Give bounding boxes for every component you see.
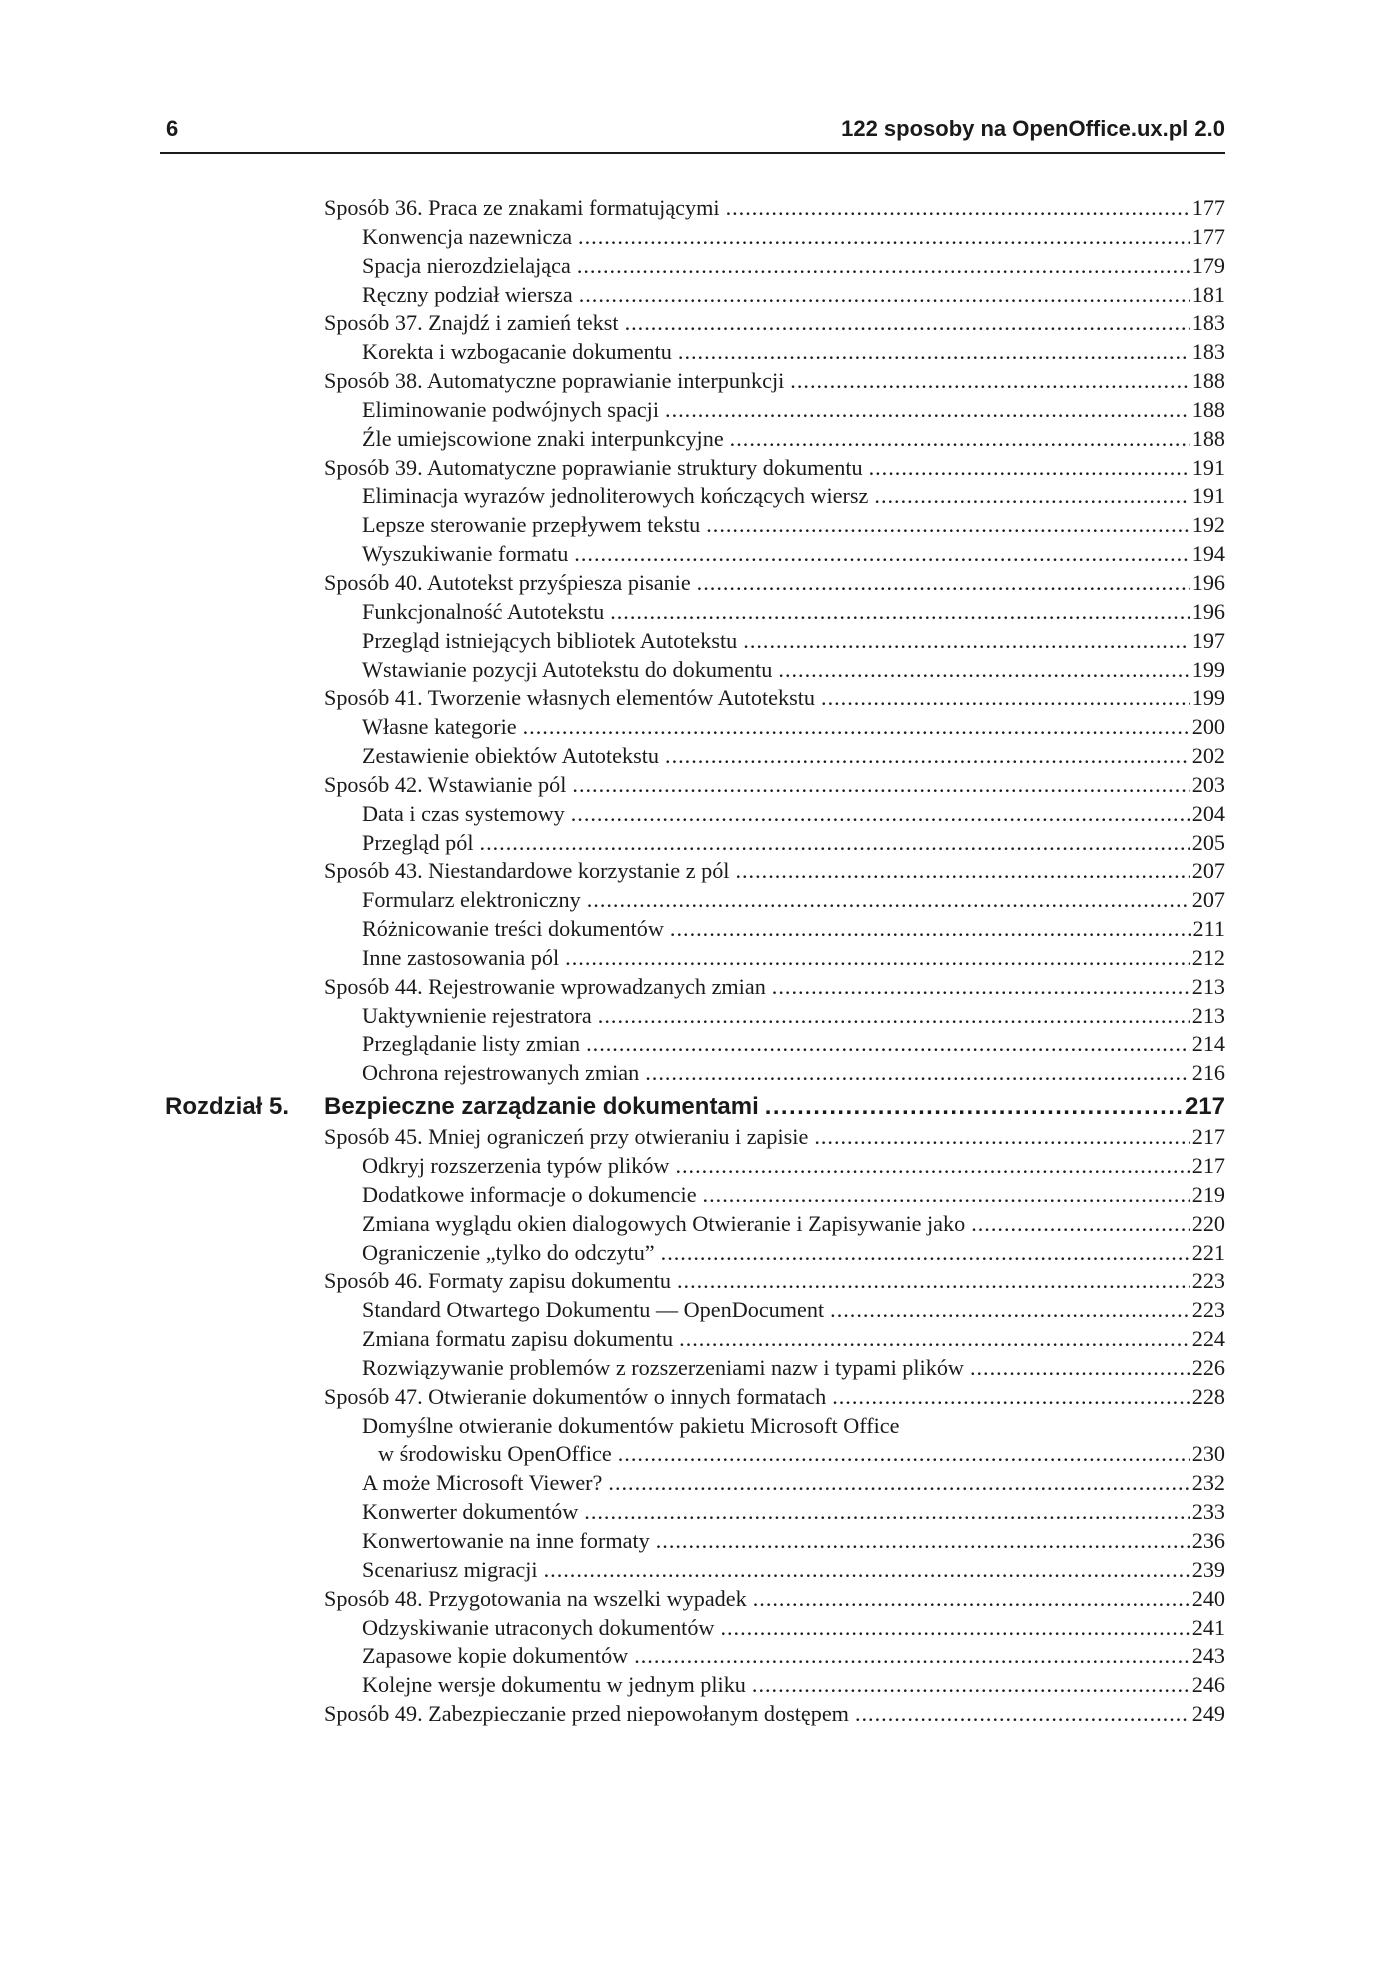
toc-subentry[interactable] bbox=[0, 915, 1386, 944]
toc-title: Lepsze sterowanie przepływem tekstu bbox=[362, 512, 701, 538]
toc-subentry-continuation[interactable] bbox=[0, 1440, 1386, 1469]
toc-title: Formularz elektroniczny bbox=[362, 887, 581, 913]
toc-title: Zmiana formatu zapisu dokumentu bbox=[362, 1326, 674, 1352]
toc-page-number: 213 bbox=[1191, 1002, 1225, 1028]
toc-entry[interactable] bbox=[0, 973, 1386, 1002]
toc-page-number: 191 bbox=[1191, 454, 1225, 480]
toc-title: Sposób 39. Automatyczne poprawianie struktury dokumentu bbox=[324, 454, 863, 480]
toc-title: Sposób 40. Autotekst przyśpiesza pisanie bbox=[324, 569, 691, 595]
toc-page-number: 236 bbox=[1191, 1527, 1225, 1553]
toc-page-number: 211 bbox=[1192, 916, 1225, 942]
toc-entry[interactable] bbox=[0, 309, 1386, 338]
toc-page-number: 181 bbox=[1191, 281, 1225, 307]
toc-subentry[interactable] bbox=[0, 1325, 1386, 1354]
toc-entry[interactable] bbox=[0, 1585, 1386, 1614]
toc-entry[interactable] bbox=[0, 1123, 1386, 1152]
toc-page-number: 249 bbox=[1191, 1701, 1225, 1727]
toc-subentry[interactable] bbox=[0, 742, 1386, 771]
dot-leader bbox=[743, 627, 1189, 656]
dot-leader bbox=[610, 598, 1190, 627]
toc-entry[interactable] bbox=[0, 1383, 1386, 1412]
dot-leader bbox=[665, 742, 1190, 771]
toc-page-number: 194 bbox=[1191, 541, 1225, 567]
toc-page-number: 217 bbox=[1184, 1093, 1225, 1121]
toc-title: A może Microsoft Viewer? bbox=[362, 1470, 603, 1496]
toc-title: Sposób 41. Tworzenie własnych elementów Autotekstu bbox=[324, 685, 816, 711]
dot-leader bbox=[586, 1030, 1190, 1059]
toc-entry[interactable] bbox=[0, 194, 1386, 223]
toc-page-number: 188 bbox=[1191, 425, 1225, 451]
toc-entry-line bbox=[362, 915, 1225, 944]
toc-page-number: 183 bbox=[1191, 310, 1225, 336]
toc-entry-line bbox=[362, 223, 1225, 252]
toc-entry-line bbox=[362, 713, 1225, 742]
toc-entry-line bbox=[362, 511, 1225, 540]
dot-leader bbox=[670, 915, 1191, 944]
toc-subentry[interactable] bbox=[0, 1498, 1386, 1527]
toc-title: Rozwiązywanie problemów z rozszerzeniami nazw i typami plików bbox=[362, 1354, 964, 1380]
toc-entry[interactable] bbox=[0, 1700, 1386, 1729]
toc-title: Własne kategorie bbox=[362, 714, 517, 740]
toc-entry-line bbox=[324, 454, 1225, 483]
dot-leader bbox=[772, 973, 1190, 1002]
toc-entry-line bbox=[362, 800, 1225, 829]
toc-page-number: 207 bbox=[1191, 887, 1225, 913]
toc-entry-line bbox=[324, 367, 1225, 396]
toc-subentry[interactable] bbox=[0, 1002, 1386, 1031]
toc-entry-line bbox=[362, 1239, 1225, 1268]
toc-entry-line bbox=[362, 1642, 1225, 1671]
toc-title: Korekta i wzbogacanie dokumentu bbox=[362, 339, 672, 365]
toc-title: Data i czas systemowy bbox=[362, 800, 565, 826]
toc-page-number: 196 bbox=[1191, 598, 1225, 624]
toc-title: Zmiana wyglądu okien dialogowych Otwieranie i Zapisywanie jako bbox=[362, 1210, 966, 1236]
toc-subentry[interactable] bbox=[0, 1059, 1386, 1088]
toc-page-number: 197 bbox=[1191, 627, 1225, 653]
toc-page-number: 207 bbox=[1191, 858, 1225, 884]
toc-entry-line bbox=[362, 1527, 1225, 1556]
toc-entry-line bbox=[362, 338, 1225, 367]
toc-title: Sposób 43. Niestandardowe korzystanie z pól bbox=[324, 858, 730, 884]
toc-entry[interactable] bbox=[0, 367, 1386, 396]
toc-entry-line bbox=[324, 569, 1225, 598]
toc-entry-line bbox=[362, 540, 1225, 569]
toc-subentry[interactable] bbox=[0, 713, 1386, 742]
toc-entry-line bbox=[324, 1585, 1225, 1614]
dot-leader bbox=[778, 656, 1189, 685]
toc-entry-line bbox=[324, 857, 1225, 886]
toc-page-number: 230 bbox=[1191, 1441, 1225, 1467]
toc-title: Wstawianie pozycji Autotekstu do dokumentu bbox=[362, 656, 773, 682]
toc-entry-line bbox=[362, 1325, 1225, 1354]
dot-leader bbox=[832, 1383, 1190, 1412]
toc-page-number: 199 bbox=[1191, 656, 1225, 682]
toc-page-number: 228 bbox=[1191, 1383, 1225, 1409]
dot-leader bbox=[678, 338, 1190, 367]
toc-title: Przegląd istniejących bibliotek Autotekstu bbox=[362, 627, 738, 653]
toc-subentry[interactable] bbox=[0, 281, 1386, 310]
dot-leader bbox=[645, 1059, 1189, 1088]
toc-entry-line bbox=[324, 1267, 1225, 1296]
toc-subentry[interactable] bbox=[0, 396, 1386, 425]
toc-entry-line bbox=[324, 1383, 1225, 1412]
toc-page-number: 177 bbox=[1191, 195, 1225, 220]
toc-title: Zestawienie obiektów Autotekstu bbox=[362, 743, 660, 769]
toc-subentry[interactable] bbox=[0, 1527, 1386, 1556]
toc-title: Sposób 45. Mniej ograniczeń przy otwieraniu i zapisie bbox=[324, 1124, 809, 1150]
dot-leader bbox=[706, 511, 1189, 540]
toc-page-number: 183 bbox=[1191, 339, 1225, 365]
toc-title: Domyślne otwieranie dokumentów pakietu Microsoft Office bbox=[362, 1412, 900, 1438]
toc-title: Sposób 38. Automatyczne poprawianie interpunkcji bbox=[324, 368, 785, 394]
toc-subentry[interactable] bbox=[0, 223, 1386, 252]
page-header bbox=[160, 112, 1225, 154]
dot-leader bbox=[675, 1152, 1189, 1181]
table-of-contents bbox=[0, 194, 1386, 1729]
toc-entry-line bbox=[362, 1354, 1225, 1383]
toc-entry-line bbox=[362, 829, 1225, 858]
toc-title: Sposób 49. Zabezpieczanie przed niepowołanym dostępem bbox=[324, 1701, 849, 1727]
toc-entry-line bbox=[362, 1210, 1225, 1239]
toc-page-number: 203 bbox=[1191, 771, 1225, 797]
toc-entry[interactable] bbox=[0, 1267, 1386, 1296]
toc-subentry[interactable] bbox=[0, 1181, 1386, 1210]
dot-leader bbox=[577, 252, 1190, 281]
toc-page-number: 219 bbox=[1191, 1181, 1225, 1207]
dot-leader bbox=[703, 1181, 1190, 1210]
toc-title: Sposób 48. Przygotowania na wszelki wypadek bbox=[324, 1585, 747, 1611]
toc-title: Standard Otwartego Dokumentu — OpenDocument bbox=[362, 1297, 825, 1323]
toc-title: Konwertowanie na inne formaty bbox=[362, 1527, 650, 1553]
toc-page-number: 217 bbox=[1191, 1153, 1225, 1178]
toc-entry-line bbox=[324, 309, 1225, 338]
toc-subentry[interactable] bbox=[0, 1469, 1386, 1498]
toc-entry-line bbox=[362, 396, 1225, 425]
toc-subentry[interactable] bbox=[0, 800, 1386, 829]
toc-entry-line bbox=[362, 886, 1225, 915]
toc-title: Sposób 47. Otwieranie dokumentów o innych formatach bbox=[324, 1383, 827, 1409]
toc-page-number: 188 bbox=[1191, 396, 1225, 422]
toc-title: Źle umiejscowione znaki interpunkcyjne bbox=[362, 425, 724, 451]
toc-page-number: 196 bbox=[1191, 569, 1225, 595]
dot-leader bbox=[656, 1527, 1190, 1556]
toc-subentry[interactable] bbox=[0, 944, 1386, 973]
toc-entry-line bbox=[362, 1152, 1225, 1181]
toc-entry[interactable] bbox=[0, 454, 1386, 483]
toc-entry[interactable] bbox=[0, 857, 1386, 886]
toc-entry-line bbox=[362, 482, 1225, 511]
toc-page-number: 221 bbox=[1191, 1239, 1225, 1265]
toc-entry-line bbox=[324, 973, 1225, 1002]
dot-leader bbox=[730, 425, 1190, 454]
toc-page-number: 177 bbox=[1191, 223, 1225, 249]
toc-subentry[interactable] bbox=[0, 598, 1386, 627]
toc-page-number: 223 bbox=[1191, 1268, 1225, 1294]
toc-page-number: 179 bbox=[1191, 252, 1225, 278]
toc-title: Sposób 46. Formaty zapisu dokumentu bbox=[324, 1268, 671, 1294]
dot-leader bbox=[571, 800, 1190, 829]
toc-entry-line bbox=[324, 1090, 1225, 1123]
toc-page-number: 188 bbox=[1191, 368, 1225, 394]
toc-entry-line bbox=[362, 1556, 1225, 1585]
dot-leader bbox=[523, 713, 1190, 742]
dot-leader bbox=[584, 1498, 1189, 1527]
dot-leader bbox=[830, 1296, 1190, 1325]
toc-title: Inne zastosowania pól bbox=[362, 944, 560, 970]
toc-title: Wyszukiwanie formatu bbox=[362, 541, 569, 567]
toc-title: Eliminacja wyrazów jednoliterowych kończących wiersz bbox=[362, 483, 869, 509]
toc-title: Zapasowe kopie dokumentów bbox=[362, 1643, 629, 1669]
toc-entry-line bbox=[362, 1002, 1225, 1031]
toc-title: Sposób 42. Wstawianie pól bbox=[324, 771, 567, 797]
dot-leader bbox=[598, 1002, 1190, 1031]
dot-leader bbox=[587, 886, 1190, 915]
dot-leader bbox=[618, 1440, 1190, 1469]
toc-title: Przegląd pól bbox=[362, 829, 474, 855]
toc-page-number: 216 bbox=[1191, 1060, 1225, 1086]
toc-title: Uaktywnienie rejestratora bbox=[362, 1002, 592, 1028]
toc-page-number: 217 bbox=[1191, 1124, 1225, 1150]
toc-title: Konwerter dokumentów bbox=[362, 1499, 579, 1525]
toc-title: Sposób 44. Rejestrowanie wprowadzanych zmian bbox=[324, 973, 766, 999]
toc-entry-line bbox=[362, 1671, 1225, 1700]
dot-leader bbox=[814, 1123, 1189, 1152]
toc-title: Przeglądanie listy zmian bbox=[362, 1031, 581, 1057]
toc-entry-line bbox=[362, 425, 1225, 454]
toc-page-number: 240 bbox=[1191, 1585, 1225, 1611]
toc-entry-line bbox=[362, 1296, 1225, 1325]
dot-leader bbox=[765, 1090, 1183, 1123]
toc-page-number: 226 bbox=[1191, 1354, 1225, 1380]
toc-page-number: 223 bbox=[1191, 1297, 1225, 1323]
dot-leader bbox=[720, 1614, 1189, 1643]
dot-leader bbox=[971, 1210, 1190, 1239]
dot-leader bbox=[679, 1325, 1190, 1354]
toc-subentry[interactable] bbox=[0, 1642, 1386, 1671]
toc-title: Kolejne wersje dokumentu w jednym pliku bbox=[362, 1672, 746, 1698]
toc-chapter[interactable] bbox=[0, 1090, 1386, 1123]
toc-subentry[interactable] bbox=[0, 511, 1386, 540]
toc-page-number: 202 bbox=[1191, 743, 1225, 769]
toc-page-number: 241 bbox=[1191, 1614, 1225, 1640]
toc-subentry[interactable] bbox=[0, 627, 1386, 656]
toc-title: Eliminowanie podwójnych spacji bbox=[362, 396, 660, 422]
toc-subentry[interactable] bbox=[0, 1614, 1386, 1643]
dot-leader bbox=[578, 223, 1190, 252]
toc-subentry[interactable] bbox=[0, 540, 1386, 569]
toc-title: Dodatkowe informacje o dokumencie bbox=[362, 1181, 697, 1207]
toc-page-number: 214 bbox=[1191, 1031, 1225, 1057]
toc-page-number: 233 bbox=[1191, 1499, 1225, 1525]
toc-page-number: 192 bbox=[1191, 512, 1225, 538]
toc-subentry[interactable] bbox=[0, 1152, 1386, 1181]
toc-title: Ograniczenie „tylko do odczytu” bbox=[362, 1239, 655, 1265]
toc-entry-line bbox=[362, 281, 1225, 310]
toc-page-number: 199 bbox=[1191, 685, 1225, 711]
toc-entry-line bbox=[324, 194, 1225, 223]
toc-entry-line bbox=[362, 742, 1225, 771]
dot-leader bbox=[855, 1700, 1190, 1729]
toc-title: Konwencja nazewnicza bbox=[362, 223, 573, 249]
toc-entry-line bbox=[362, 944, 1225, 973]
toc-page-number: 243 bbox=[1191, 1643, 1225, 1669]
dot-leader bbox=[565, 944, 1190, 973]
toc-subentry[interactable] bbox=[0, 1556, 1386, 1585]
chapter-label: Rozdział 5. bbox=[165, 1093, 290, 1121]
toc-subentry[interactable] bbox=[0, 338, 1386, 367]
toc-entry-line bbox=[362, 1469, 1225, 1498]
dot-leader bbox=[753, 1585, 1190, 1614]
toc-entry-line bbox=[362, 627, 1225, 656]
toc-title: Sposób 37. Znajdź i zamień tekst bbox=[324, 310, 619, 336]
toc-entry[interactable] bbox=[0, 684, 1386, 713]
toc-entry[interactable] bbox=[0, 771, 1386, 800]
toc-subentry[interactable] bbox=[0, 1296, 1386, 1325]
toc-page-number: 191 bbox=[1191, 483, 1225, 509]
toc-title: Różnicowanie treści dokumentów bbox=[362, 916, 664, 942]
toc-page-number: 220 bbox=[1191, 1210, 1225, 1236]
toc-title: Ochrona rejestrowanych zmian bbox=[362, 1060, 640, 1086]
dot-leader bbox=[661, 1239, 1190, 1268]
toc-entry-line bbox=[362, 1614, 1225, 1643]
toc-page-number: 205 bbox=[1191, 829, 1225, 855]
dot-leader bbox=[572, 771, 1189, 800]
toc-entry-line bbox=[378, 1440, 1225, 1469]
toc-entry-line bbox=[362, 1498, 1225, 1527]
dot-leader bbox=[625, 309, 1190, 338]
toc-entry-line bbox=[362, 1030, 1225, 1059]
toc-title: Ręczny podział wiersza bbox=[362, 281, 573, 307]
toc-page-number: 232 bbox=[1191, 1470, 1225, 1496]
toc-page-number: 224 bbox=[1191, 1326, 1225, 1352]
dot-leader bbox=[869, 454, 1190, 483]
toc-title: Funkcjonalność Autotekstu bbox=[362, 598, 605, 624]
dot-leader bbox=[970, 1354, 1190, 1383]
toc-title: Spacja nierozdzielająca bbox=[362, 252, 571, 278]
toc-subentry[interactable] bbox=[0, 656, 1386, 685]
dot-leader bbox=[634, 1642, 1190, 1671]
toc-page-number: 204 bbox=[1191, 800, 1225, 826]
toc-subentry[interactable] bbox=[0, 1412, 1386, 1441]
dot-leader bbox=[544, 1556, 1190, 1585]
toc-title: Bezpieczne zarządzanie dokumentami bbox=[324, 1093, 759, 1121]
toc-subentry[interactable] bbox=[0, 252, 1386, 281]
dot-leader bbox=[574, 540, 1189, 569]
toc-subentry[interactable] bbox=[0, 1030, 1386, 1059]
toc-title: Scenariusz migracji bbox=[362, 1556, 538, 1582]
toc-subentry[interactable] bbox=[0, 482, 1386, 511]
toc-entry-line bbox=[362, 1059, 1225, 1088]
toc-title: Odzyskiwanie utraconych dokumentów bbox=[362, 1614, 715, 1640]
dot-leader bbox=[697, 569, 1190, 598]
toc-subentry[interactable] bbox=[0, 886, 1386, 915]
toc-page-number: 246 bbox=[1191, 1672, 1225, 1698]
dot-leader bbox=[480, 829, 1190, 858]
toc-entry-line bbox=[362, 598, 1225, 627]
toc-subentry[interactable] bbox=[0, 1210, 1386, 1239]
toc-subentry[interactable] bbox=[0, 829, 1386, 858]
toc-entry-line bbox=[362, 1412, 1225, 1441]
page-number: 6 bbox=[166, 116, 179, 141]
dot-leader bbox=[677, 1267, 1190, 1296]
toc-subentry[interactable] bbox=[0, 425, 1386, 454]
toc-title: w środowisku OpenOffice bbox=[378, 1441, 612, 1467]
toc-title: Sposób 36. Praca ze znakami formatującymi bbox=[324, 195, 720, 220]
toc-entry-line bbox=[362, 1181, 1225, 1210]
dot-leader bbox=[726, 194, 1190, 223]
toc-entry-line bbox=[362, 252, 1225, 281]
toc-entry[interactable] bbox=[0, 569, 1386, 598]
toc-entry-line bbox=[324, 1700, 1225, 1729]
toc-entry-line bbox=[324, 684, 1225, 713]
toc-entry-line bbox=[324, 1123, 1225, 1152]
book-title: 122 sposoby na OpenOffice.ux.pl 2.0 bbox=[841, 116, 1225, 141]
dot-leader bbox=[821, 684, 1190, 713]
toc-page-number: 213 bbox=[1191, 973, 1225, 999]
toc-page-number: 200 bbox=[1191, 714, 1225, 740]
dot-leader bbox=[735, 857, 1189, 886]
toc-title: Odkryj rozszerzenia typów plików bbox=[362, 1153, 670, 1178]
dot-leader bbox=[790, 367, 1189, 396]
toc-page-number: 212 bbox=[1191, 944, 1225, 970]
dot-leader bbox=[874, 482, 1189, 511]
dot-leader bbox=[608, 1469, 1189, 1498]
toc-subentry[interactable] bbox=[0, 1239, 1386, 1268]
toc-page-number: 239 bbox=[1191, 1556, 1225, 1582]
dot-leader bbox=[579, 281, 1190, 310]
toc-entry-line bbox=[324, 771, 1225, 800]
dot-leader bbox=[752, 1671, 1190, 1700]
toc-subentry[interactable] bbox=[0, 1671, 1386, 1700]
toc-entry-line bbox=[362, 656, 1225, 685]
dot-leader bbox=[665, 396, 1190, 425]
toc-subentry[interactable] bbox=[0, 1354, 1386, 1383]
